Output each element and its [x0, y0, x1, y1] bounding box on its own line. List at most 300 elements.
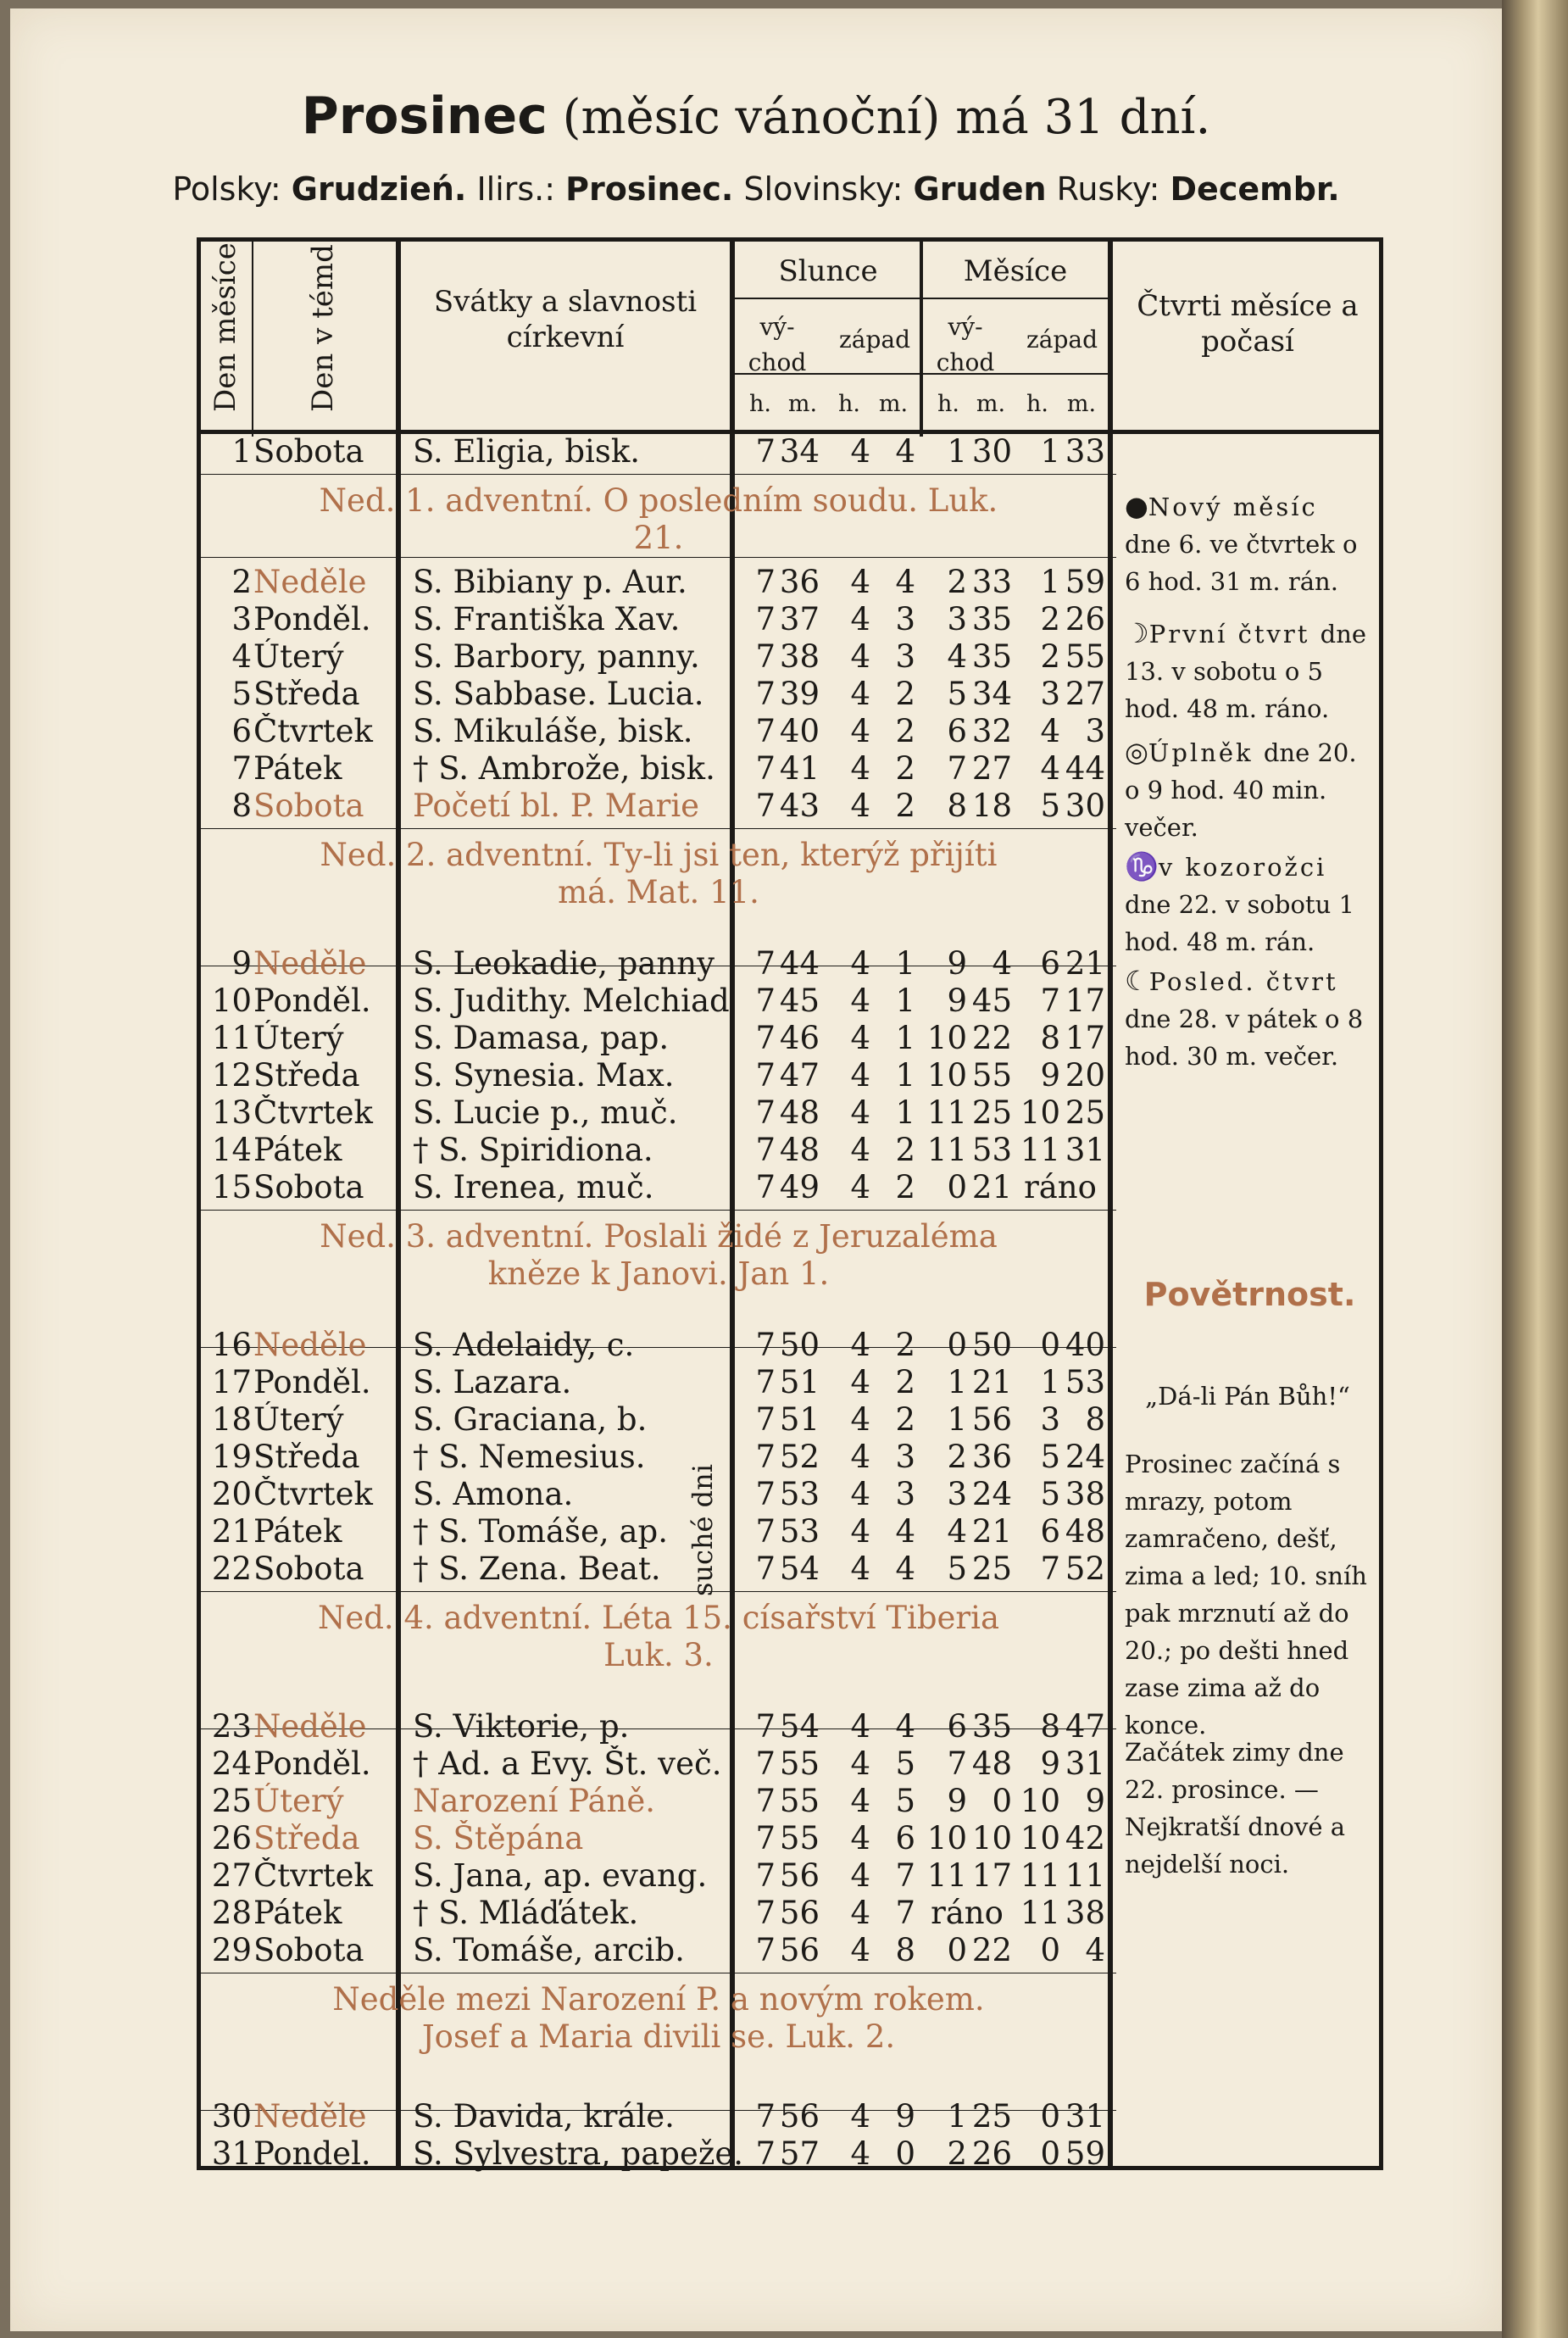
table-row [201, 983, 1116, 1020]
feast: S. Graciana, b. [413, 1401, 648, 1438]
feast: † S. Nemesius. [413, 1439, 646, 1475]
col-sun: Slunce [778, 254, 878, 288]
table-row [201, 2098, 1116, 2135]
time-value: 2 [895, 1327, 915, 1363]
day-number: 15 [211, 1169, 252, 1205]
time-value: 17 [1065, 1020, 1105, 1056]
time-value: 46 [779, 1020, 820, 1056]
time-value: 4 [850, 1932, 870, 1968]
feast: S. Damasa, pap. [413, 1020, 670, 1056]
col-sun-set: západ [839, 326, 910, 353]
feast: † S. Ambrože, bisk. [413, 750, 715, 787]
phase-text: dne 28. v pátek o 8 hod. 30 m. večer. [1125, 1005, 1364, 1071]
time-value: 25 [1065, 1094, 1105, 1131]
weekday: Neděle [253, 1327, 367, 1363]
time-value: 4 [850, 1169, 870, 1205]
time-value: 53 [971, 1132, 1012, 1168]
time-value: 7 [755, 638, 776, 675]
winter-start-text: Začátek zimy dne 22. prosince. — Nejkratší dnové a nejdelší noci. [1125, 1738, 1346, 1879]
feast: S. Sabbase. Lucia. [413, 676, 704, 712]
time-value: 25 [971, 1550, 1012, 1587]
weather-quote: „Dá-li Pán Bůh!“ [1145, 1382, 1350, 1411]
weekday: Sobota [253, 1932, 364, 1968]
time-value: 3 [947, 601, 967, 637]
weekday: Sobota [253, 1169, 364, 1205]
time-value: 0 [1040, 1932, 1060, 1968]
time-value: 56 [779, 1857, 820, 1894]
sunday-gospel: Ned. 2. adventní. Ty-li jsi ten, kterýž přijíti má. Mat. 11. [320, 837, 998, 910]
time-value: 0 [895, 2135, 915, 2172]
time-value: 21 [971, 1513, 1012, 1550]
table-row [201, 1401, 1116, 1439]
time-value: 4 [850, 1550, 870, 1587]
time-value: 4 [895, 1708, 915, 1745]
time-value: 7 [755, 1476, 776, 1512]
time-value: 20 [1065, 1057, 1105, 1094]
first-quarter-icon: ☽ [1125, 617, 1149, 649]
time-value: 2 [895, 750, 915, 787]
time-value: 55 [779, 1745, 820, 1782]
time-value: 2 [895, 676, 915, 712]
weekday: Neděle [253, 2098, 367, 2135]
time-value: 26 [1065, 601, 1105, 637]
day-number: 18 [211, 1401, 252, 1438]
time-value: 0 [947, 1169, 967, 1205]
feast: S. Lucie p., muč. [413, 1094, 678, 1131]
table-row [201, 1057, 1116, 1094]
table-row [201, 945, 1116, 983]
unit-h: h. [838, 391, 860, 417]
time-value: 7 [755, 676, 776, 712]
time-value: 4 [850, 1895, 870, 1931]
feast: S. Tomáše, arcib. [413, 1932, 685, 1968]
weekday: Pátek [253, 1895, 342, 1931]
time-value: 22 [971, 1020, 1012, 1056]
time-value: 7 [947, 1745, 967, 1782]
divider [201, 474, 1116, 475]
time-value: 4 [947, 1513, 967, 1550]
weekday: Středa [253, 676, 360, 712]
time-value: 57 [779, 2135, 820, 2172]
time-value: 4 [850, 564, 870, 600]
feast: S. Leokadie, panny [413, 945, 715, 982]
time-value: 56 [779, 2098, 820, 2135]
month-description: (měsíc vánoční) má 31 dní. [562, 90, 1211, 145]
moon-phase [1125, 615, 1371, 727]
time-value: 55 [779, 1820, 820, 1856]
day-number: 25 [211, 1783, 252, 1819]
time-value: 7 [755, 1745, 776, 1782]
table-row [201, 1364, 1116, 1401]
table-row [201, 1820, 1116, 1857]
day-number: 28 [211, 1895, 252, 1931]
table-row [201, 1932, 1116, 1969]
time-value: 2 [947, 1439, 967, 1475]
unit-h: h. [749, 391, 771, 417]
day-number: 5 [231, 676, 252, 712]
feast: S. Barbory, panny. [413, 638, 700, 675]
time-value: 52 [1065, 1550, 1105, 1587]
time-value: 4 [850, 2135, 870, 2172]
time-value: 3 [1085, 713, 1105, 749]
day-number: 7 [231, 750, 252, 787]
time-value: 4 [850, 1708, 870, 1745]
time-value: 59 [1065, 2135, 1105, 2172]
day-number: 26 [211, 1820, 252, 1856]
table-row [201, 433, 1116, 470]
time-value: 10 [1020, 1094, 1060, 1131]
time-value: 45 [971, 983, 1012, 1019]
phase-text: dne 22. v sobotu 1 hod. 48 m. rán. [1125, 890, 1354, 956]
time-value: 11 [1065, 1857, 1105, 1894]
table-row [201, 601, 1116, 638]
feast: † S. Spiridiona. [413, 1132, 653, 1168]
time-value: 44 [1065, 750, 1105, 787]
unit-h: h. [1026, 391, 1048, 417]
time-value: 37 [779, 601, 820, 637]
time-value: 7 [755, 1708, 776, 1745]
table-row [201, 1513, 1116, 1550]
time-value: 1 [1040, 564, 1060, 600]
lang-russian: Decembr. [1170, 170, 1340, 208]
day-number: 14 [211, 1132, 252, 1168]
phase-title: Úplněk [1148, 738, 1264, 767]
time-value: 7 [755, 433, 776, 470]
time-value: 8 [1040, 1020, 1060, 1056]
weekday: Pondel. [253, 2135, 371, 2172]
weekday: Pátek [253, 750, 342, 787]
time-value: 2 [895, 1132, 915, 1168]
feast: S. Adelaidy, c. [413, 1327, 635, 1363]
phase-text: dne 13. v sobotu o 5 hod. 48 m. ráno. [1125, 620, 1367, 723]
lang-label-illyrian: Ilirs.: [476, 170, 556, 208]
time-value: 6 [947, 1708, 967, 1745]
last-quarter-icon: ☾ [1125, 965, 1149, 997]
time-value: 4 [850, 1364, 870, 1400]
time-value: 0 [1040, 1327, 1060, 1363]
divider [201, 828, 1116, 829]
time-value: 7 [755, 1094, 776, 1131]
weekday: Sobota [253, 433, 364, 470]
weather-title: Povětrnost. [1143, 1276, 1356, 1313]
time-value: 8 [1040, 1708, 1060, 1745]
day-number: 8 [231, 788, 252, 824]
unit-h: h. [937, 391, 959, 417]
lang-label-slovenian: Slovinsky: [743, 170, 904, 208]
time-value: 52 [779, 1439, 820, 1475]
time-value: 4 [850, 983, 870, 1019]
time-value: 3 [1040, 676, 1060, 712]
time-value: 54 [779, 1708, 820, 1745]
time-value: 25 [971, 2098, 1012, 2135]
lang-polish: Grudzień. [291, 170, 467, 208]
time-value: 7 [1040, 983, 1060, 1019]
time-value: 11 [926, 1857, 967, 1894]
col-day-of-month: Den měsíce [209, 242, 242, 412]
time-value: 7 [755, 1932, 776, 1968]
phase-text: dne 6. ve čtvrtek o 6 hod. 31 m. rán. [1125, 530, 1358, 596]
divider [201, 557, 1116, 558]
time-value: 2 [947, 2135, 967, 2172]
language-names [10, 168, 1502, 210]
day-number: 27 [211, 1857, 252, 1894]
time-value: 9 [947, 983, 967, 1019]
time-value: 33 [1065, 433, 1105, 470]
time-value: 10 [926, 1820, 967, 1856]
time-value: 38 [779, 638, 820, 675]
table-row [201, 1745, 1116, 1783]
table-row [201, 750, 1116, 788]
time-value: 30 [971, 433, 1012, 470]
time-value: 7 [755, 1550, 776, 1587]
time-value: 24 [971, 1476, 1012, 1512]
time-value: 4 [850, 1783, 870, 1819]
table-row [201, 1169, 1116, 1206]
time-value: 44 [779, 945, 820, 982]
day-number: 11 [211, 1020, 252, 1056]
time-value: 7 [755, 1169, 776, 1205]
time-value: 3 [947, 1476, 967, 1512]
time-value: 24 [1065, 1439, 1105, 1475]
time-value: 4 [850, 788, 870, 824]
col-phases: Čtvrti měsíce a počasí [1137, 289, 1359, 359]
day-number: 30 [211, 2098, 252, 2135]
time-value: 3 [895, 601, 915, 637]
weekday: Ponděl. [253, 1745, 371, 1782]
weekday: Úterý [253, 1401, 344, 1438]
time-value: 0 [1040, 2135, 1060, 2172]
day-number: 23 [211, 1708, 252, 1745]
weekday: Čtvrtek [253, 1476, 373, 1512]
time-value: 1 [895, 983, 915, 1019]
time-value: 9 [1085, 1783, 1105, 1819]
day-number: 10 [211, 983, 252, 1019]
unit-m: m. [787, 391, 818, 417]
time-value: 4 [850, 1401, 870, 1438]
weekday: Středa [253, 1439, 360, 1475]
time-value: 1 [895, 1020, 915, 1056]
page [10, 8, 1502, 2331]
feast: † S. Tomáše, ap. [413, 1513, 668, 1550]
day-number: 3 [231, 601, 252, 637]
weekday: Neděle [253, 945, 367, 982]
time-value: 1 [947, 1401, 967, 1438]
time-value: 22 [971, 1932, 1012, 1968]
time-value: 0 [1040, 2098, 1060, 2135]
time-value: 1 [947, 2098, 967, 2135]
day-number: 2 [231, 564, 252, 600]
page-title [10, 86, 1502, 148]
time-value: 50 [971, 1327, 1012, 1363]
table-row [201, 1327, 1116, 1364]
time-value: 55 [779, 1783, 820, 1819]
weekday: Středa [253, 1057, 360, 1094]
time-value: 35 [971, 601, 1012, 637]
time-value: 8 [1085, 1401, 1105, 1438]
feast: S. Sylvestra, papeže. [413, 2135, 744, 2172]
time-value: 4 [850, 1820, 870, 1856]
time-value: 48 [971, 1745, 1012, 1782]
weekday: Ponděl. [253, 1364, 371, 1400]
time-value: 56 [971, 1401, 1012, 1438]
time-value: 31 [1065, 1745, 1105, 1782]
weekday: Neděle [253, 1708, 367, 1745]
time-value: 4 [850, 1132, 870, 1168]
time-value: 1 [895, 1094, 915, 1131]
unit-m: m. [976, 391, 1006, 417]
col-moon: Měsíce [963, 254, 1068, 288]
time-value: 4 [1085, 1932, 1105, 1968]
day-number: 31 [211, 2135, 252, 2172]
time-value: 51 [779, 1364, 820, 1400]
time-value: 8 [947, 788, 967, 824]
time-value: 4 [850, 433, 870, 470]
time-value: 1 [947, 1364, 967, 1400]
day-number: 13 [211, 1094, 252, 1131]
weather-text: Prosinec začíná s mrazy, potom zamračeno, dešť, zima a led; 10. sníh pak mrznutí až do 20.; po dešti hned zase zima až do konce. [1125, 1450, 1367, 1740]
time-value: 54 [779, 1550, 820, 1587]
feast: S. Lazara. [413, 1364, 572, 1400]
weekday: Úterý [253, 1783, 344, 1819]
time-value: 10 [926, 1057, 967, 1094]
weekday: Čtvrtek [253, 713, 373, 749]
time-value: 48 [779, 1094, 820, 1131]
time-value: 1 [1040, 433, 1060, 470]
time-value: 4 [850, 750, 870, 787]
day-number: 6 [231, 713, 252, 749]
time-value: 10 [926, 1020, 967, 1056]
time-value: 53 [1065, 1364, 1105, 1400]
time-value: 34 [971, 676, 1012, 712]
time-value: 33 [971, 564, 1012, 600]
time-value: 5 [947, 676, 967, 712]
time-value: 9 [947, 1783, 967, 1819]
day-number: 16 [211, 1327, 252, 1363]
col-sun-rise: vý-chod [748, 313, 807, 376]
time-value: 4 [850, 1327, 870, 1363]
time-value: 36 [779, 564, 820, 600]
time-value: 7 [755, 1327, 776, 1363]
time-value: 6 [1040, 945, 1060, 982]
sunday-gospel: Ned. 3. adventní. Poslali židé z Jeruzaléma kněze k Janovi. Jan 1. [320, 1218, 998, 1292]
time-value: 0 [947, 1327, 967, 1363]
time-value: 7 [947, 750, 967, 787]
time-value: 4 [850, 676, 870, 712]
weekday: Neděle [253, 564, 367, 600]
col-moon-rise: vý-chod [936, 313, 995, 376]
time-value: 25 [971, 1094, 1012, 1131]
time-value: 47 [779, 1057, 820, 1094]
time-value: 4 [850, 1439, 870, 1475]
time-value: 8 [895, 1932, 915, 1968]
time-value: 30 [1065, 788, 1105, 824]
feast: S. Eligia, bisk. [413, 433, 641, 470]
time-value: 7 [755, 2098, 776, 2135]
table-row [201, 713, 1116, 750]
time-value: 4 [992, 945, 1012, 982]
time-value: 21 [971, 1364, 1012, 1400]
table-row [201, 1783, 1116, 1820]
time-value: 18 [971, 788, 1012, 824]
weekday: Čtvrtek [253, 1857, 373, 1894]
time-value: 11 [1020, 1895, 1060, 1931]
time-value: 4 [850, 1745, 870, 1782]
time-value: 11 [926, 1094, 967, 1131]
feast: S. Bibiany p. Aur. [413, 564, 687, 600]
capricorn-icon: ♑ [1125, 850, 1159, 882]
time-value: 1 [947, 433, 967, 470]
time-value: 2 [895, 788, 915, 824]
feast: S. Amona. [413, 1476, 574, 1512]
time-value: 0 [947, 1932, 967, 1968]
time-value: 1 [895, 1057, 915, 1094]
table-row [201, 1857, 1116, 1895]
time-value: 5 [1040, 1439, 1060, 1475]
time-value: 6 [1040, 1513, 1060, 1550]
time-value: 6 [947, 713, 967, 749]
time-value: 35 [971, 638, 1012, 675]
weekday: Sobota [253, 788, 364, 824]
time-value: 38 [1065, 1476, 1105, 1512]
time-value: 7 [755, 1020, 776, 1056]
day-number: 4 [231, 638, 252, 675]
time-value: 7 [755, 1895, 776, 1931]
time-value: 55 [971, 1057, 1012, 1094]
moon-phase [1125, 487, 1371, 600]
time-value: ráno [931, 1895, 1004, 1931]
time-value: 7 [755, 1364, 776, 1400]
time-value: 0 [992, 1783, 1012, 1819]
day-number: 20 [211, 1476, 252, 1512]
day-number: 9 [231, 945, 252, 982]
unit-m: m. [878, 391, 909, 417]
time-value: 38 [1065, 1895, 1105, 1931]
time-value: 7 [755, 1783, 776, 1819]
table-row [201, 564, 1116, 601]
time-value: 21 [971, 1169, 1012, 1205]
time-value: 49 [779, 1169, 820, 1205]
day-number: 17 [211, 1364, 252, 1400]
time-value: 9 [1040, 1057, 1060, 1094]
time-value: 5 [1040, 788, 1060, 824]
time-value: 55 [1065, 638, 1105, 675]
weekday: Úterý [253, 1020, 344, 1056]
time-value: 3 [895, 1476, 915, 1512]
feast: S. Viktorie, p. [413, 1708, 630, 1745]
time-value: 32 [971, 713, 1012, 749]
weekday: Středa [253, 1820, 360, 1856]
time-value: 21 [1065, 945, 1105, 982]
time-value: 11 [926, 1132, 967, 1168]
time-value: 7 [755, 983, 776, 1019]
unit-m: m. [1066, 391, 1097, 417]
time-value: 7 [755, 1439, 776, 1475]
time-value: 48 [1065, 1513, 1105, 1550]
phase-title: Nový měsíc [1148, 493, 1318, 521]
table-row [201, 1439, 1116, 1476]
time-value: 7 [755, 1820, 776, 1856]
time-value: 2 [1040, 601, 1060, 637]
time-value: 5 [895, 1783, 915, 1819]
weekday: Čtvrtek [253, 1094, 373, 1131]
time-value: 7 [755, 601, 776, 637]
phase-text: dne 20. o 9 hod. 40 min. večer. [1125, 738, 1357, 842]
weekday: Úterý [253, 638, 344, 675]
time-value: 4 [850, 1857, 870, 1894]
weekday: Ponděl. [253, 983, 371, 1019]
feast: S. Jana, ap. evang. [413, 1857, 708, 1894]
time-value: 5 [947, 1550, 967, 1587]
